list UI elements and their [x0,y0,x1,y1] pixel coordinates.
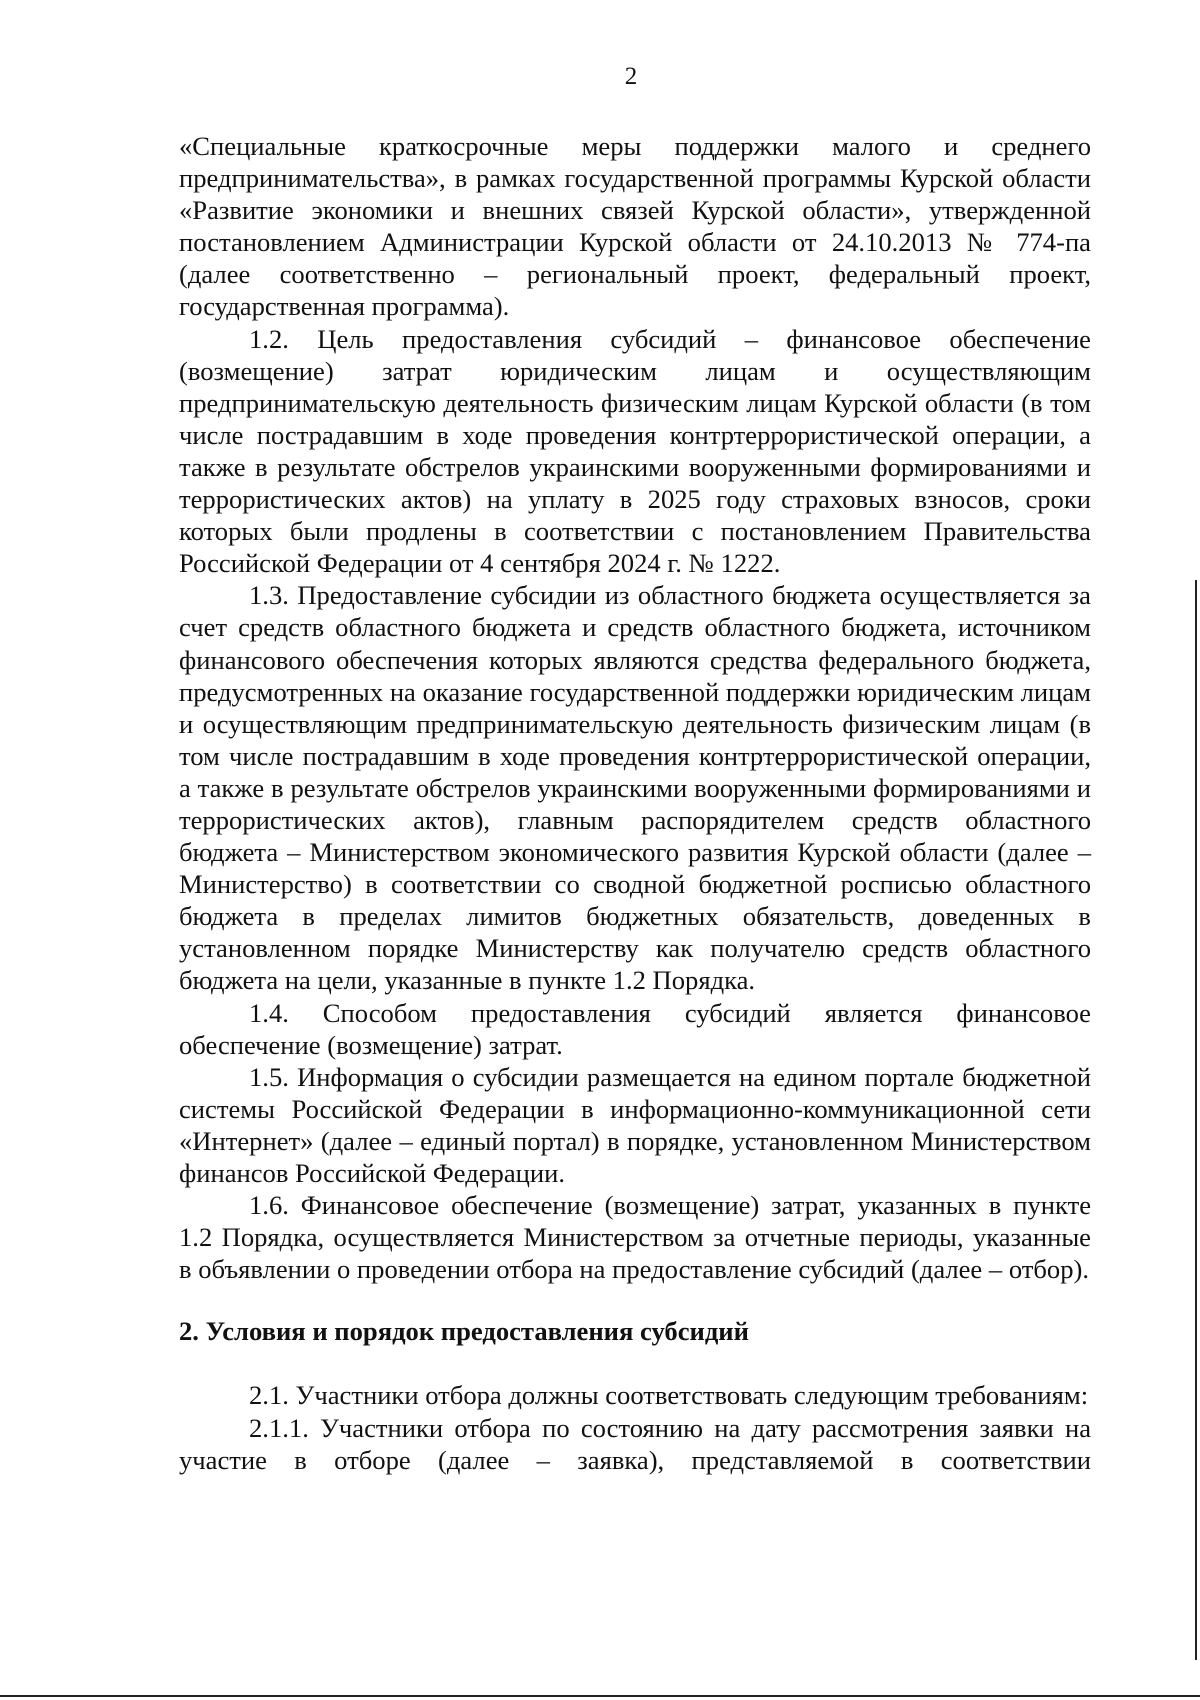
paragraph-1-4: 1.4. Способом предоставления субсидий является финансовое обеспечение (возмещение) затрат. [179,997,1091,1060]
paragraph-1-2: 1.2. Цель предоставления субсидий – финансовое обеспечение (возмещение) затрат юридическим лицам и осуществляющим предпринимательскую деятельность физическим лицам Курской области (в том числе пострадавшим в ходе проведения контртеррористической операции, а также в результате обстрелов украинскими вооруженными формированиями и террористических актов) на уплату в 2025 году страховых взносов, сроки которых были продлены в соответствии с постановлением Правительства Российской Федерации от 4 сентября 2024 г. № 1222. [179,323,1091,579]
paragraph-2-1-1: 2.1.1. Участники отбора по состоянию на дату рассмотрения заявки на участие в отборе (далее – заявка), представляемой в соответствии [179,1412,1091,1475]
page-number: 2 [624,63,638,90]
paragraph-1-5: 1.5. Информация о субсидии размещается на едином портале бюджетной системы Российской Федерации в информационно-коммуникационной сети «Интернет» (далее – единый портал) в порядке, установленном Министерством финансов Российской Федерации. [179,1061,1091,1188]
scan-border-right [1195,580,1197,1660]
paragraph-2-1: 2.1. Участники отбора должны соответствовать следующим требованиям: [249,1380,1089,1411]
paragraph-1-6: 1.6. Финансовое обеспечение (возмещение) затрат, указанных в пункте 1.2 Порядка, осуществляется Министерством за отчетные периоды, указанные в объявлении о проведении отбора на предоставление субсидий (далее – отбор). [179,1190,1091,1285]
section-heading: 2. Условия и порядок предоставления субсидий [179,1316,749,1347]
paragraph-intro-continuation: «Специальные краткосрочные меры поддержки малого и среднего предпринимательства», в рамках государственной программы Курской области «Развитие экономики и внешних связей Курской области», утвержденной постановлением Администрации Курской области от 24.10.2013 № 774-па (далее соответственно – региональный проект, федеральный проект, государственная программа). [179,131,1091,322]
paragraph-1-3: 1.3. Предоставление субсидии из областного бюджета осуществляется за счет средств областного бюджета и средств областного бюджета, источником финансового обеспечения которых являются средства федерального бюджета, предусмотренных на оказание государственной поддержки юридическим лицам и осуществляющим предпринимательскую деятельность физическим лицам (в том числе пострадавшим в ходе проведения контртеррористической операции, а также в результате обстрелов украинскими вооруженными формированиями и террористических актов), главным распорядителем средств областного бюджета – Министерством экономического развития Курской области (далее – Министерство) в соответствии со сводной бюджетной росписью областного бюджета в пределах лимитов бюджетных обязательств, доведенных в установленном порядке Министерству как получателю средств областного бюджета на цели, указанные в пункте 1.2 Порядка. [179,580,1091,996]
scan-border-bottom [0,1695,1200,1697]
document-body [179,130,1091,1476]
